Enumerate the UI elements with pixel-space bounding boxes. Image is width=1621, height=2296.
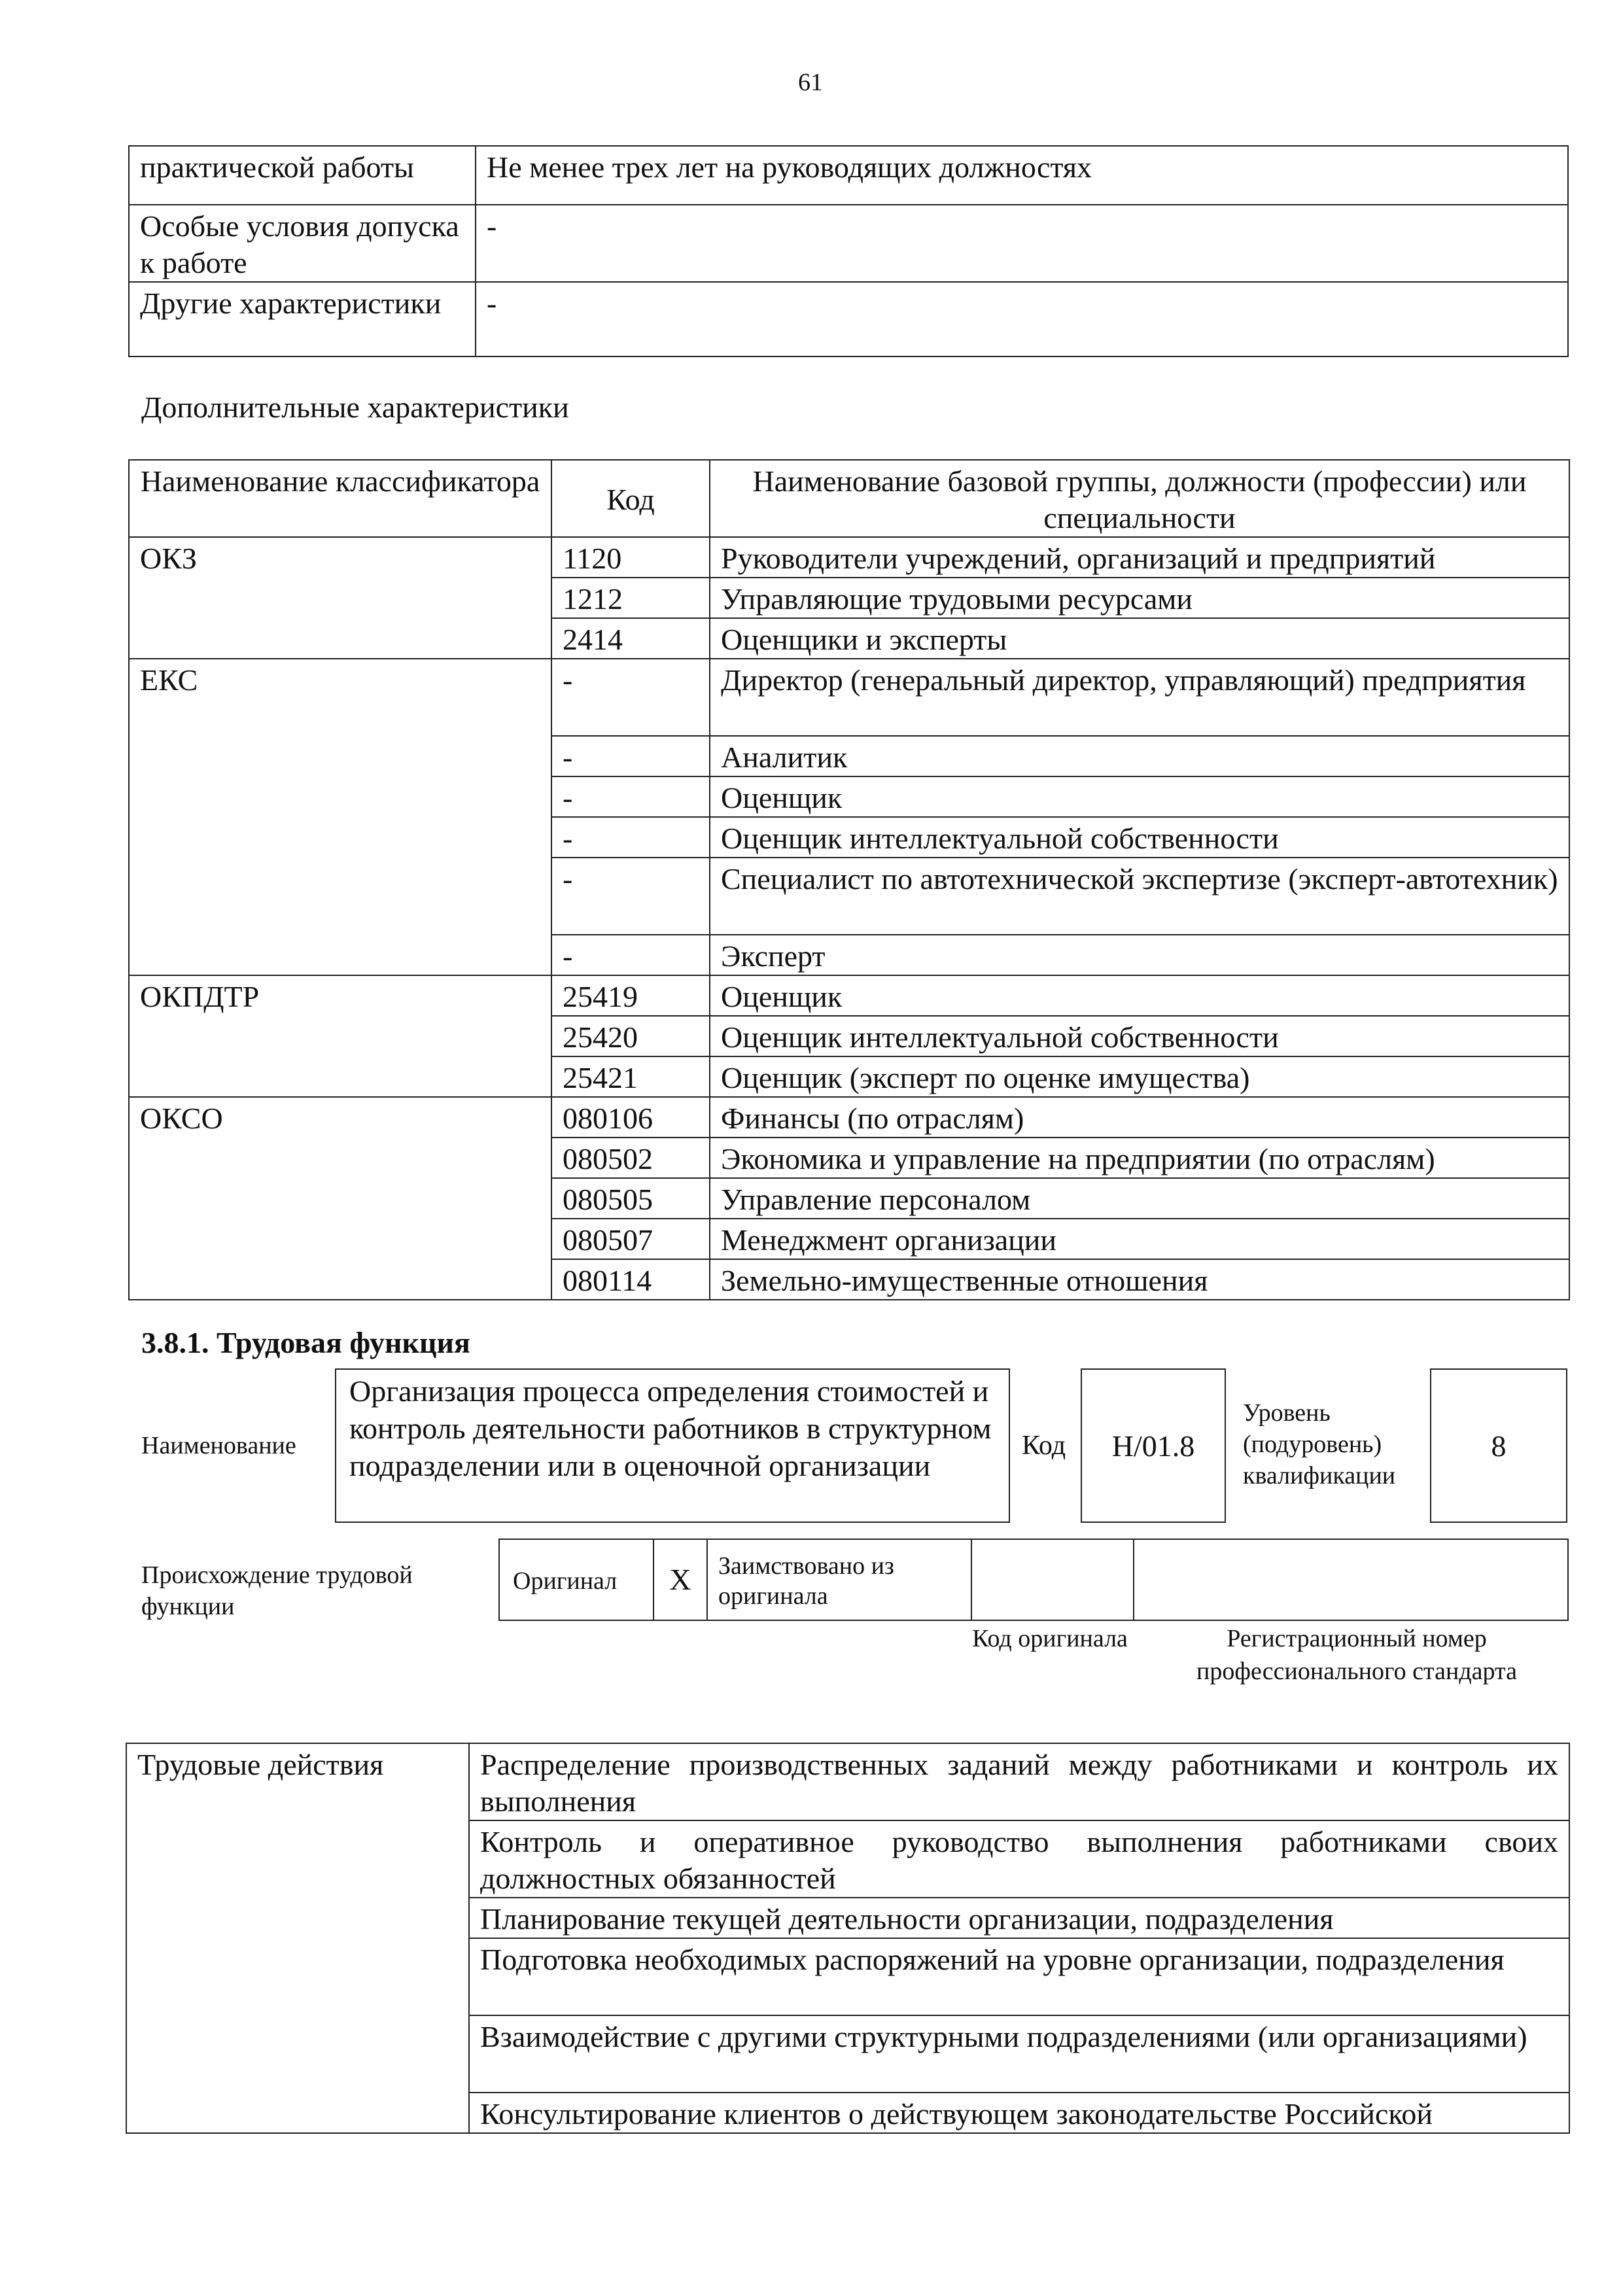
classifier-code: 080502 bbox=[551, 1138, 710, 1178]
classifier-code: 25419 bbox=[551, 975, 710, 1016]
row-label: практической работы bbox=[129, 146, 476, 205]
classifier-title: Аналитик bbox=[710, 736, 1569, 776]
classifier-code: 1212 bbox=[551, 578, 710, 618]
origin-table bbox=[498, 1539, 1569, 1621]
classifier-title: Эксперт bbox=[710, 935, 1569, 975]
labor-actions-table bbox=[126, 1743, 1570, 2134]
labor-function-name: Организация процесса определения стоимостей и контроль деятельности работников в структурном подразделении или в оценочной организации bbox=[335, 1368, 1010, 1523]
classifier-code: 2414 bbox=[551, 618, 710, 659]
original-code-caption: Код оригинала bbox=[972, 1625, 1128, 1652]
classifier-title: Оценщик (эксперт по оценке имущества) bbox=[710, 1056, 1569, 1097]
labor-action-item: Контроль и оперативное руководство выполнения работниками своих должностных обязанностей bbox=[469, 1820, 1569, 1898]
section-title: 3.8.1. Трудовая функция bbox=[141, 1326, 470, 1359]
code-value: H/01.8 bbox=[1081, 1368, 1226, 1523]
header-code: Код bbox=[551, 460, 710, 537]
labor-action-item: Подготовка необходимых распоряжений на уровне организации, подразделения bbox=[469, 1938, 1569, 2015]
name-label: Наименование bbox=[141, 1432, 296, 1459]
classifier-code: 080114 bbox=[551, 1259, 710, 1300]
table-row bbox=[129, 205, 1568, 282]
classifier-title: Экономика и управление на предприятии (по отраслям) bbox=[710, 1138, 1569, 1178]
classifier-title: Директор (генеральный директор, управляющий) предприятия bbox=[710, 659, 1569, 736]
row-label: Особые условия допуска к работе bbox=[129, 205, 476, 282]
classifier-name: ОКЗ bbox=[129, 537, 551, 659]
table-row bbox=[129, 282, 1568, 357]
classifier-code: 080106 bbox=[551, 1097, 710, 1138]
classifier-title: Менеджмент организации bbox=[710, 1219, 1569, 1259]
labor-action-item: Распределение производственных заданий между работниками и контроль их выполнения bbox=[469, 1743, 1569, 1820]
classifier-title: Оценщик интеллектуальной собственности bbox=[710, 1016, 1569, 1056]
table-row bbox=[129, 975, 1569, 1016]
original-label: Оригинал bbox=[499, 1539, 654, 1620]
registration-number-cell bbox=[1134, 1539, 1568, 1620]
classifier-name: ОКСО bbox=[129, 1097, 551, 1300]
row-value: - bbox=[476, 205, 1568, 282]
classifier-code: - bbox=[551, 776, 710, 817]
classifier-code: - bbox=[551, 659, 710, 736]
level-value: 8 bbox=[1430, 1368, 1567, 1523]
table-row bbox=[499, 1539, 1568, 1620]
row-value: - bbox=[476, 282, 1568, 357]
classifier-table bbox=[128, 459, 1570, 1300]
row-value: Не менее трех лет на руководящих должностях bbox=[476, 146, 1568, 205]
classifier-title: Финансы (по отраслям) bbox=[710, 1097, 1569, 1138]
original-code-cell bbox=[971, 1539, 1134, 1620]
labor-action-item: Взаимодействие с другими структурными подразделениями (или организациями) bbox=[469, 2015, 1569, 2093]
classifier-name: ЕКС bbox=[129, 659, 551, 975]
table-row bbox=[129, 146, 1568, 205]
classifier-title: Руководители учреждений, организаций и предприятий bbox=[710, 537, 1569, 578]
classifier-code: - bbox=[551, 736, 710, 776]
qualification-requirements-table bbox=[128, 145, 1569, 357]
classifier-code: 080505 bbox=[551, 1178, 710, 1219]
classifier-title: Оценщик bbox=[710, 975, 1569, 1016]
original-mark: X bbox=[654, 1539, 707, 1620]
page-number: 61 bbox=[798, 69, 823, 96]
labor-action-item: Планирование текущей деятельности организации, подразделения bbox=[469, 1898, 1569, 1938]
classifier-title: Оценщики и эксперты bbox=[710, 618, 1569, 659]
registration-number-caption: Регистрационный номер профессионального стандарта bbox=[1196, 1625, 1517, 1685]
classifier-code: - bbox=[551, 858, 710, 935]
classifier-title: Управление персоналом bbox=[710, 1178, 1569, 1219]
classifier-code: 080507 bbox=[551, 1219, 710, 1259]
table-row bbox=[129, 1097, 1569, 1138]
table-header-row bbox=[129, 460, 1569, 537]
row-label: Другие характеристики bbox=[129, 282, 476, 357]
classifier-title: Оценщик bbox=[710, 776, 1569, 817]
borrowed-label: Заимствовано из оригинала bbox=[707, 1539, 971, 1620]
table-row bbox=[129, 537, 1569, 578]
classifier-code: - bbox=[551, 935, 710, 975]
classifier-code: 25420 bbox=[551, 1016, 710, 1056]
classifier-code: 25421 bbox=[551, 1056, 710, 1097]
classifier-title: Оценщик интеллектуальной собственности bbox=[710, 817, 1569, 858]
table-row bbox=[126, 1743, 1569, 1820]
origin-label: Происхождение трудовой функции bbox=[141, 1561, 413, 1620]
additional-characteristics-heading: Дополнительные характеристики bbox=[141, 391, 569, 424]
labor-actions-label: Трудовые действия bbox=[126, 1743, 469, 2133]
classifier-name: ОКПДТР bbox=[129, 975, 551, 1097]
classifier-title: Специалист по автотехнической экспертизе (эксперт-автотехник) bbox=[710, 858, 1569, 935]
classifier-title: Земельно-имущественные отношения bbox=[710, 1259, 1569, 1300]
code-label: Код bbox=[1022, 1431, 1066, 1461]
classifier-code: 1120 bbox=[551, 537, 710, 578]
classifier-title: Управляющие трудовыми ресурсами bbox=[710, 578, 1569, 618]
classifier-code: - bbox=[551, 817, 710, 858]
header-title: Наименование базовой группы, должности (профессии) или специальности bbox=[710, 460, 1569, 537]
header-classifier-name: Наименование классификатора bbox=[129, 460, 551, 537]
level-label: Уровень (подуровень) квалификации bbox=[1243, 1399, 1396, 1489]
labor-action-item: Консультирование клиентов о действующем законодательстве Российской bbox=[469, 2093, 1569, 2133]
table-row bbox=[129, 659, 1569, 736]
